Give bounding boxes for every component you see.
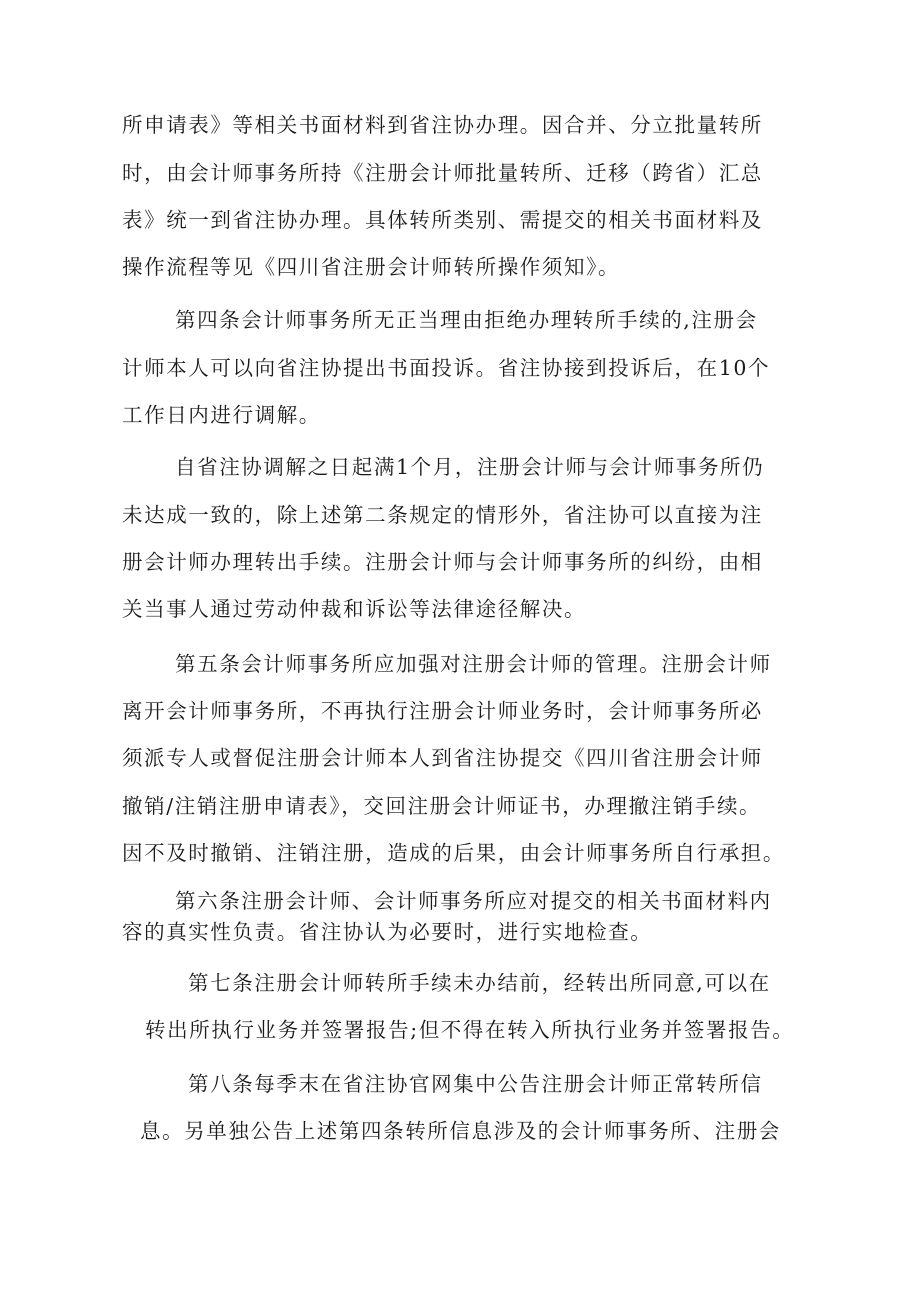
paragraph-line: 转出所执行业务并签署报告;但不得在转入所执行业务并签署报告。 [145, 1018, 795, 1042]
paragraph-line: 撤销/注销注册申请表》，交回注册会计师证书，办理撤注销手续。 [122, 794, 762, 818]
paragraph-line: 操作流程等见《四川省注册会计师转所操作须知》。 [122, 255, 621, 279]
paragraph-line: 离开会计师事务所，不再执行注册会计师业务时，会计师事务所必 [122, 699, 763, 723]
paragraph-line: 自省注协调解之日起满1个月，注册会计师与会计师事务所仍 [175, 455, 765, 479]
paragraph-line: 第八条每季末在省注协官网集中公告注册会计师正常转所信 [188, 1072, 763, 1096]
paragraph-line: 册会计师办理转出手续。注册会计师与会计师事务所的纠纷，由相 [122, 550, 763, 574]
paragraph-line: 时，由会计师事务所持《注册会计师批量转所、迁移（跨省）汇总 [122, 161, 763, 185]
paragraph-line: 未达成一致的，除上述第二条规定的情形外，省注协可以直接为注 [122, 503, 763, 527]
paragraph-line: 表》统一到省注协办理。具体转所类别、需提交的相关书面材料及 [122, 208, 763, 232]
paragraph-line: 所申请表》等相关书面材料到省注协办理。因合并、分立批量转所 [122, 113, 763, 137]
paragraph-line: 第六条注册会计师、会计师事务所应对提交的相关书面材料内 [175, 889, 772, 913]
paragraph-line: 关当事人通过劳动仲裁和诉讼等法律途径解决。 [122, 597, 587, 621]
paragraph-line: 第四条会计师事务所无正当理由拒绝办理转所手续的,注册会 [175, 308, 758, 332]
paragraph-line: 因不及时撤销、注销注册，造成的后果，由会计师事务所自行承担。 [122, 841, 785, 865]
paragraph-line: 工作日内进行调解。 [122, 403, 321, 427]
paragraph-line: 第五条会计师事务所应加强对注册会计师的管理。注册会计师 [175, 652, 772, 676]
paragraph-line: 计师本人可以向省注协提出书面投诉。省注协接到投诉后，在10个 [122, 356, 771, 380]
paragraph-line: 第七条注册会计师转所手续未办结前，经转出所同意,可以在 [188, 971, 771, 995]
paragraph-line: 容的真实性负责。省注协认为必要时，进行实地检查。 [122, 920, 653, 944]
paragraph-line: 息。另单独公告上述第四条转所信息涉及的会计师事务所、注册会 [140, 1119, 781, 1143]
paragraph-line: 须派专人或督促注册会计师本人到省注协提交《四川省注册会计师 [122, 746, 763, 770]
